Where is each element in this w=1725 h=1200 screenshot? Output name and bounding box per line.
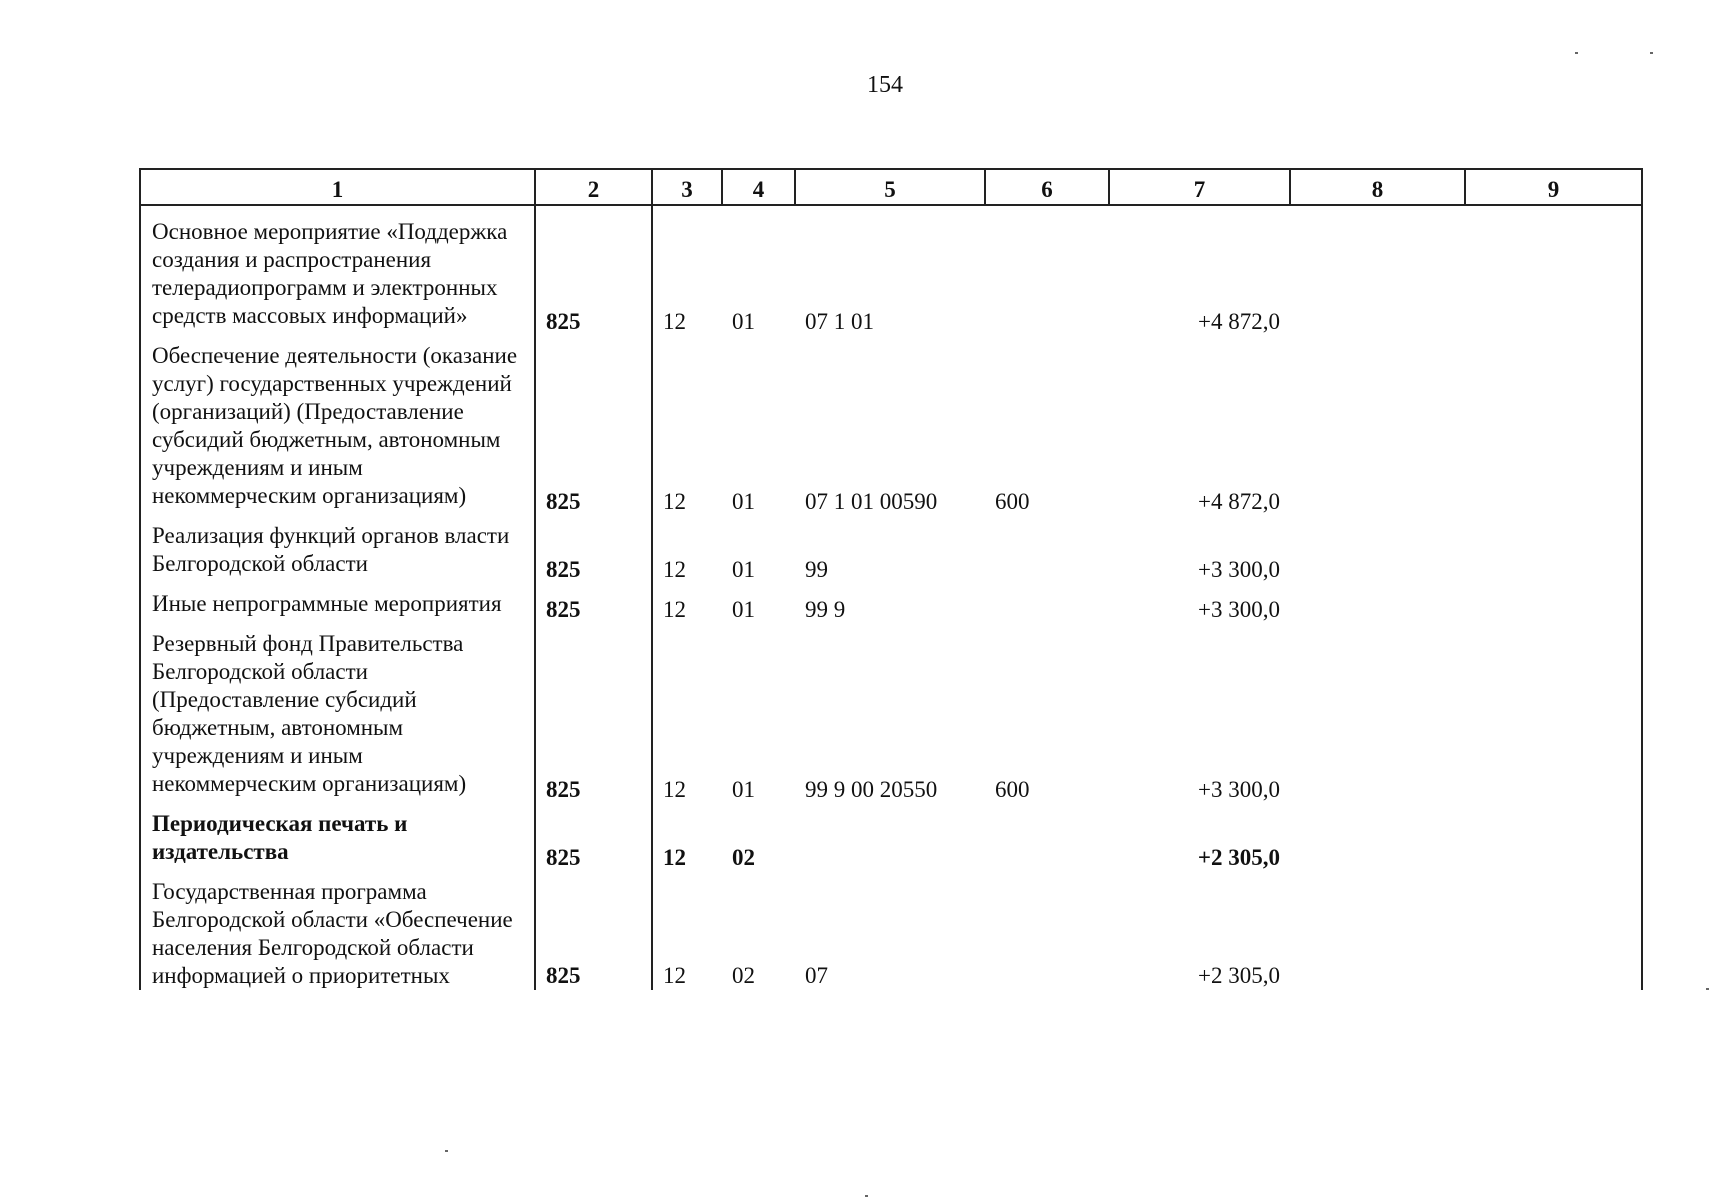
row-expense-type-cell: 600	[995, 489, 1030, 514]
row-name-cell: Обеспечение деятельности (оказание услуг) государственных учреждений (организаций) (Предоставление субсидий бюджетным, автономным учреждениям и иным некоммерческим организациям)	[140, 336, 535, 516]
row-col8-cell	[1290, 872, 1465, 990]
header-col-9: 9	[1465, 169, 1642, 205]
row-col8-cell	[1290, 336, 1465, 516]
row-subsection-cell: 01	[732, 597, 755, 622]
row-col8-cell	[1290, 205, 1465, 336]
row-subsection-cell: 01	[732, 557, 755, 582]
row-amount-cell: +3 300,0	[1198, 557, 1280, 582]
row-amount-cell: +2 305,0	[1198, 963, 1280, 988]
row-grbs-cell: 825	[535, 804, 652, 872]
row-grbs-cell: 825	[535, 584, 652, 624]
row-col9-cell	[1465, 624, 1642, 804]
scan-speck	[1650, 52, 1653, 54]
row-section-cell: 12	[663, 597, 686, 622]
row-grbs-cell: 825	[535, 624, 652, 804]
row-subsection-cell: 02	[732, 845, 755, 870]
header-col-2: 2	[535, 169, 652, 205]
row-name-cell: Реализация функций органов власти Белгородской области	[140, 516, 535, 584]
row-section-cell: 12	[663, 845, 686, 870]
row-grbs-cell: 825	[535, 516, 652, 584]
row-col9-cell	[1465, 516, 1642, 584]
row-subsection-cell: 02	[732, 963, 755, 988]
row-col9-cell	[1465, 205, 1642, 336]
table-row	[140, 872, 1642, 990]
row-target-article-cell: 07	[805, 963, 828, 988]
row-amount-cell: +4 872,0	[1198, 309, 1280, 334]
row-col8-cell	[1290, 624, 1465, 804]
header-row	[140, 169, 1642, 205]
page-number: 154	[867, 72, 903, 98]
row-amount-cell: +4 872,0	[1198, 489, 1280, 514]
table-row	[140, 584, 1642, 624]
header-col-8: 8	[1290, 169, 1465, 205]
scan-speck	[1575, 52, 1578, 54]
row-name-cell: Основное мероприятие «Поддержка создания и распространения телерадиопрограмм и электронных средств массовых информаций»	[140, 205, 535, 336]
scan-speck	[1706, 988, 1709, 990]
row-col9-cell	[1465, 872, 1642, 990]
row-expense-type-cell	[985, 584, 1109, 624]
header-col-6: 6	[985, 169, 1109, 205]
row-target-article-cell: 07 1 01	[805, 309, 874, 334]
row-name-cell: Иные непрограммные мероприятия	[140, 584, 535, 624]
row-target-article-cell: 99 9 00 20550	[805, 777, 938, 802]
row-col9-cell	[1465, 336, 1642, 516]
row-section-cell: 12	[663, 309, 686, 334]
header-col-5: 5	[795, 169, 985, 205]
table-body	[140, 205, 1642, 990]
table-header	[140, 169, 1642, 205]
row-expense-type-cell: 600	[995, 777, 1030, 802]
row-name-cell: Государственная программа Белгородской области «Обеспечение населения Белгородской области информацией о приоритетных	[140, 872, 535, 990]
row-col8-cell	[1290, 584, 1465, 624]
header-col-1: 1	[140, 169, 535, 205]
row-amount-cell: +3 300,0	[1198, 777, 1280, 802]
row-target-article-cell: 99 9	[805, 597, 846, 622]
row-section-cell: 12	[663, 557, 686, 582]
header-col-3: 3	[652, 169, 722, 205]
row-grbs-cell: 825	[535, 872, 652, 990]
table-row	[140, 205, 1642, 336]
row-expense-type-cell	[985, 205, 1109, 336]
row-name-cell: Резервный фонд Правительства Белгородской области (Предоставление субсидий бюджетным, автономным учреждениям и иным некоммерческим организациям)	[140, 624, 535, 804]
row-expense-type-cell	[985, 804, 1109, 872]
row-subsection-cell: 01	[732, 777, 755, 802]
row-section-cell: 12	[663, 489, 686, 514]
row-subsection-cell: 01	[732, 489, 755, 514]
row-col8-cell	[1290, 516, 1465, 584]
row-target-article-cell: 99	[805, 557, 828, 582]
row-grbs-cell: 825	[535, 205, 652, 336]
row-target-article-cell	[795, 804, 985, 872]
row-col8-cell	[1290, 804, 1465, 872]
header-col-4: 4	[722, 169, 795, 205]
scan-speck	[865, 1195, 868, 1197]
row-name-cell: Периодическая печать и издательства	[140, 804, 535, 872]
row-subsection-cell: 01	[732, 309, 755, 334]
table-row	[140, 624, 1642, 804]
row-col9-cell	[1465, 584, 1642, 624]
row-target-article-cell: 07 1 01 00590	[805, 489, 938, 514]
row-section-cell: 12	[663, 777, 686, 802]
row-grbs-cell: 825	[535, 336, 652, 516]
table-row	[140, 804, 1642, 872]
table-row	[140, 336, 1642, 516]
row-expense-type-cell	[985, 872, 1109, 990]
header-col-7: 7	[1109, 169, 1290, 205]
row-expense-type-cell	[985, 516, 1109, 584]
scan-speck	[445, 1150, 448, 1152]
row-col9-cell	[1465, 804, 1642, 872]
row-section-cell: 12	[663, 963, 686, 988]
row-amount-cell: +2 305,0	[1197, 845, 1280, 870]
budget-table	[139, 168, 1643, 990]
row-amount-cell: +3 300,0	[1198, 597, 1280, 622]
table-row	[140, 516, 1642, 584]
